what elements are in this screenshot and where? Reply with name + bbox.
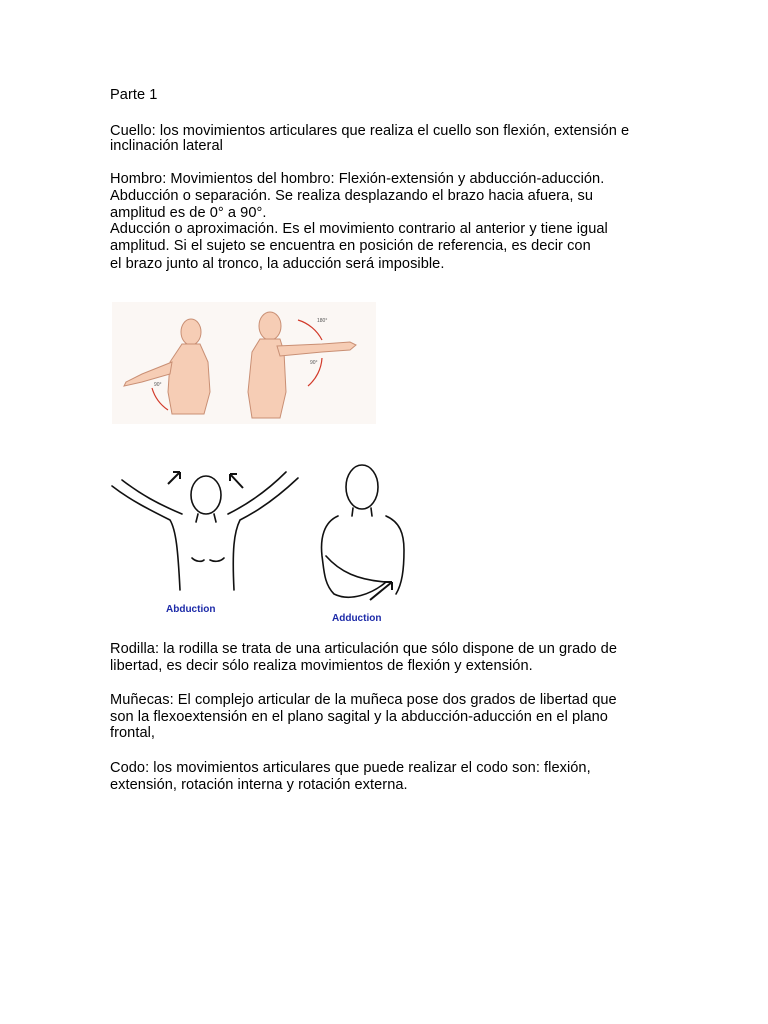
- hombro-line-4: Aducción o aproximación. Es el movimiento contrario al anterior y tiene igual: [110, 221, 608, 237]
- munecas-line-2: son la flexoextensión en el plano sagital y la abducción-aducción en el plano: [110, 709, 608, 725]
- codo-line-1: Codo: los movimientos articulares que puede realizar el codo son: flexión,: [110, 760, 591, 776]
- abduction-body-drawing: [112, 472, 298, 590]
- munecas-line-1: Muñecas: El complejo articular de la muñeca pose dos grados de libertad que: [110, 692, 617, 708]
- hombro-line-1: Hombro: Movimientos del hombro: Flexión-extensión y abducción-aducción.: [110, 171, 605, 187]
- rodilla-line-2: libertad, es decir sólo realiza movimientos de flexión y extensión.: [110, 658, 533, 674]
- rodilla-line-1: Rodilla: la rodilla se trata de una articulación que sólo dispone de un grado de: [110, 641, 618, 657]
- shoulder-movement-figure: [112, 302, 376, 424]
- right-up-arrow-icon: [230, 474, 243, 488]
- munecas-line-3: frontal,: [110, 725, 156, 741]
- figure-background: [112, 302, 376, 424]
- cuello-line-2: inclinación lateral: [110, 138, 223, 154]
- codo-line-2: extensión, rotación interna y rotación externa.: [110, 777, 408, 793]
- abduction-adduction-figure: [110, 460, 410, 628]
- part-title: Parte 1: [110, 87, 158, 103]
- abduction-label: Abduction: [166, 604, 216, 615]
- adduction-body-drawing: [322, 465, 404, 597]
- adduction-label: Adduction: [332, 613, 382, 624]
- left-angle-label: 90°: [154, 382, 162, 388]
- hombro-line-5: amplitud. Si el sujeto se encuentra en posición de referencia, es decir con: [110, 238, 591, 254]
- hombro-line-2: Abducción o separación. Se realiza desplazando el brazo hacia afuera, su: [110, 188, 594, 204]
- hombro-line-3: amplitud es de 0° a 90°.: [110, 205, 267, 221]
- lower-angle-label: 90°: [310, 360, 318, 366]
- cuello-line-1: Cuello: los movimientos articulares que realiza el cuello son flexión, extensión e: [110, 123, 630, 139]
- upper-angle-label: 180°: [317, 318, 328, 324]
- left-up-arrow-icon: [168, 472, 180, 484]
- hombro-line-6: el brazo junto al tronco, la aducción será imposible.: [110, 256, 445, 272]
